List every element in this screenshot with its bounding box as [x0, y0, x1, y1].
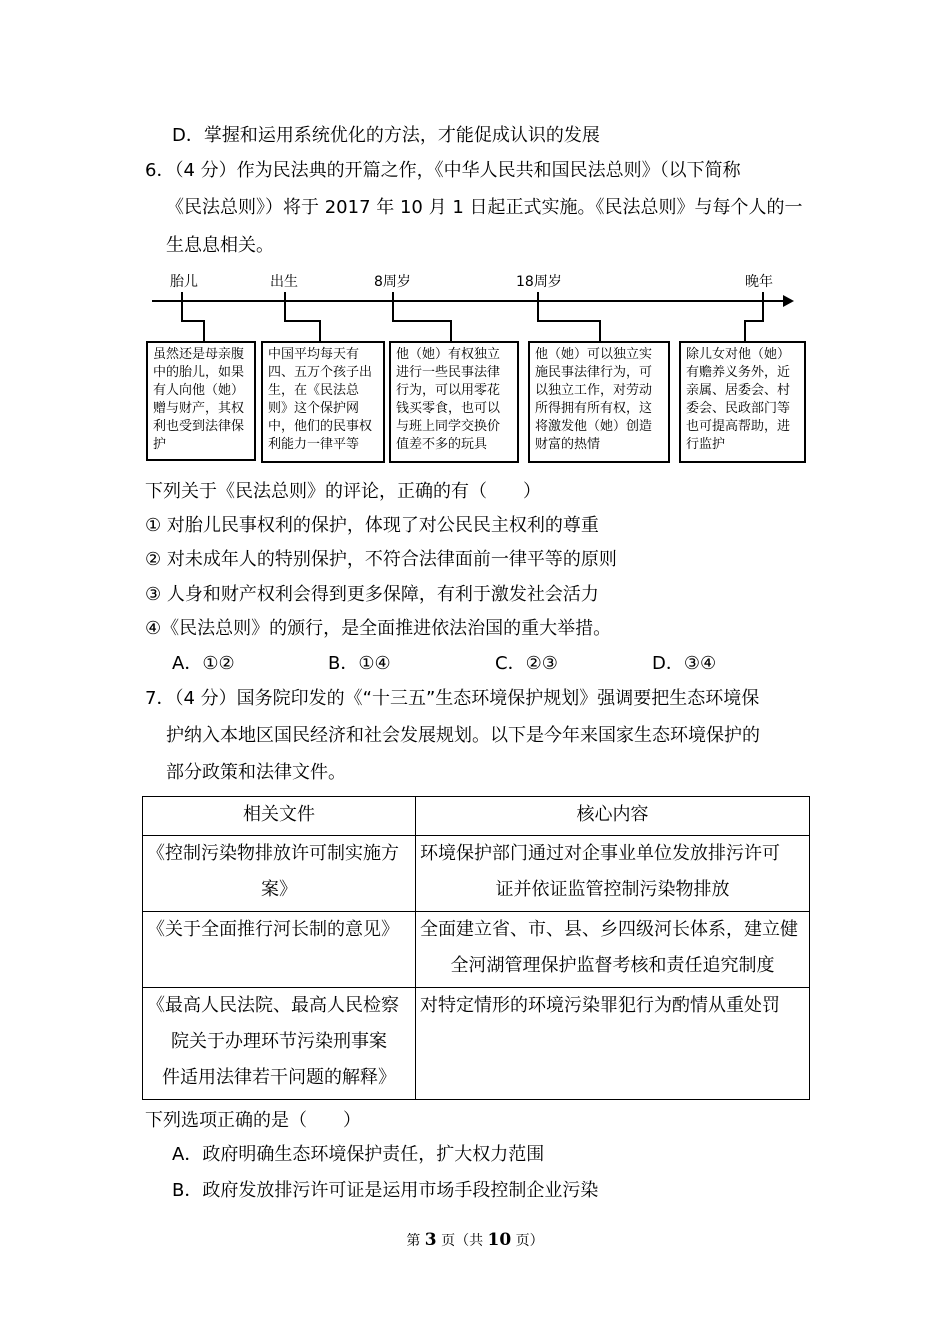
timeline-box-birth: 中国平均每天有四、五万个孩子出生，在《民法总则》这个保护网中，他们的民事权利能力一律平等	[261, 341, 385, 463]
q6-option-b[interactable]: B．①④	[328, 653, 391, 674]
table-header: 核心内容	[416, 797, 810, 836]
connector	[319, 320, 321, 342]
connector	[392, 292, 394, 322]
connector	[284, 320, 321, 322]
connector	[744, 320, 764, 322]
footer-suffix: 页）	[511, 1233, 544, 1249]
table-row	[143, 912, 810, 988]
q6-statement-3: ③ 人身和财产权利会得到更多保障，有利于激发社会活力	[145, 584, 599, 605]
q7-option-a[interactable]: A．政府明确生态环境保护责任，扩大权力范围	[172, 1144, 545, 1165]
table-row	[143, 836, 810, 912]
q6-option-a[interactable]: A．①②	[172, 653, 235, 674]
q6-stem-line3: 生息息相关。	[166, 235, 274, 256]
table-row	[143, 988, 810, 1100]
connector	[450, 320, 452, 342]
page-footer	[0, 1230, 950, 1251]
policy-table	[142, 796, 810, 1100]
timeline-label-birth: 出生	[270, 274, 298, 290]
q7-prompt: 下列选项正确的是（ ）	[145, 1110, 361, 1131]
q7-stem-line2: 护纳入本地区国民经济和社会发展规划。以下是今年来国家生态环境保护的	[166, 725, 760, 746]
q6-stem-line2: 《民法总则》）将于 2017 年 10 月 1 日起正式实施。《民法总则》与每个人的一	[166, 197, 803, 218]
timeline-box-fetus: 虽然还是母亲腹中的胎儿，如果有人向他（她）赠与财产，其权利也受到法律保护	[146, 341, 256, 461]
table-cell-content: 全面建立省、市、县、乡四级河长体系，建立健	[420, 919, 798, 940]
q6-statement-1: ① 对胎儿民事权利的保护，体现了对公民民主权利的尊重	[145, 515, 599, 536]
table-cell-content: 对特定情形的环境污染罪犯行为酌情从重处罚	[420, 995, 780, 1016]
timeline-arrow-icon	[783, 295, 794, 307]
timeline-label-8: 8周岁	[374, 274, 411, 290]
q7-option-b[interactable]: B．政府发放排污许可证是运用市场手段控制企业污染	[172, 1180, 599, 1201]
q7-stem-line1: 7．（4 分）国务院印发的《“十三五”生态环境保护规划》强调要把生态环境保	[145, 688, 760, 709]
timeline-label-old-age: 晚年	[745, 274, 773, 290]
connector	[284, 292, 286, 322]
connector	[744, 320, 746, 342]
connector	[537, 320, 601, 322]
timeline-label-18: 18周岁	[516, 274, 562, 290]
table-cell-content: 证并依证监管控制污染物排放	[495, 879, 730, 900]
table-cell-doc: 《控制污染物排放许可制实施方	[147, 843, 399, 864]
q6-option-d[interactable]: D．③④	[652, 653, 717, 674]
timeline-box-18: 他（她）可以独立实施民事法律行为，可以独立工作，对劳动所得拥有所有权，这将激发他（她）创造财富的热情	[528, 341, 670, 463]
connector	[181, 320, 205, 322]
table-header: 相关文件	[143, 797, 416, 836]
timeline-axis	[152, 300, 784, 302]
page-number: 3	[424, 1230, 437, 1250]
table-cell-doc: 件适用法律若干问题的解释》	[162, 1067, 396, 1088]
connector	[392, 320, 452, 322]
total-pages: 10	[487, 1230, 512, 1250]
q6-statement-4: ④《民法总则》的颁行，是全面推进依法治国的重大举措。	[145, 618, 612, 639]
q6-stem-line1: 6．（4 分）作为民法典的开篇之作，《中华人民共和国民法总则》（以下简称	[145, 160, 741, 181]
q6-option-c[interactable]: C．②③	[495, 653, 558, 674]
table-cell-content: 环境保护部门通过对企事业单位发放排污许可	[420, 843, 780, 864]
table-cell-doc: 《最高人民法院、最高人民检察	[147, 995, 399, 1016]
connector	[762, 292, 764, 322]
timeline-label-fetus: 胎儿	[170, 274, 198, 290]
q7-stem-line3: 部分政策和法律文件。	[166, 762, 346, 783]
connector	[203, 320, 205, 342]
timeline-box-old-age: 除儿女对他（她）有赡养义务外，近亲属、居委会、村委会、民政部门等也可提高帮助，进行监护	[679, 341, 806, 463]
q6-statement-2: ② 对未成年人的特别保护，不符合法律面前一律平等的原则	[145, 549, 617, 570]
timeline-box-8: 他（她）有权独立进行一些民事法律行为，可以用零花钱买零食，也可以与班上同学交换价值差不多的玩具	[389, 341, 519, 463]
q6-prompt: 下列关于《民法总则》的评论，正确的有（ ）	[145, 481, 541, 502]
connector	[181, 292, 183, 322]
q5-option-d: D．掌握和运用系统优化的方法，才能促成认识的发展	[172, 125, 600, 146]
footer-middle: 页（共	[436, 1233, 488, 1249]
table-cell-content: 全河湖管理保护监督考核和责任追究制度	[450, 955, 775, 976]
table-cell-doc: 案》	[261, 879, 297, 900]
connector	[537, 292, 539, 322]
footer-prefix: 第	[406, 1233, 425, 1249]
table-cell-doc: 院关于办理环节污染刑事案	[171, 1031, 387, 1052]
connector	[599, 320, 601, 342]
table-cell-doc: 《关于全面推行河长制的意见》	[147, 919, 399, 940]
